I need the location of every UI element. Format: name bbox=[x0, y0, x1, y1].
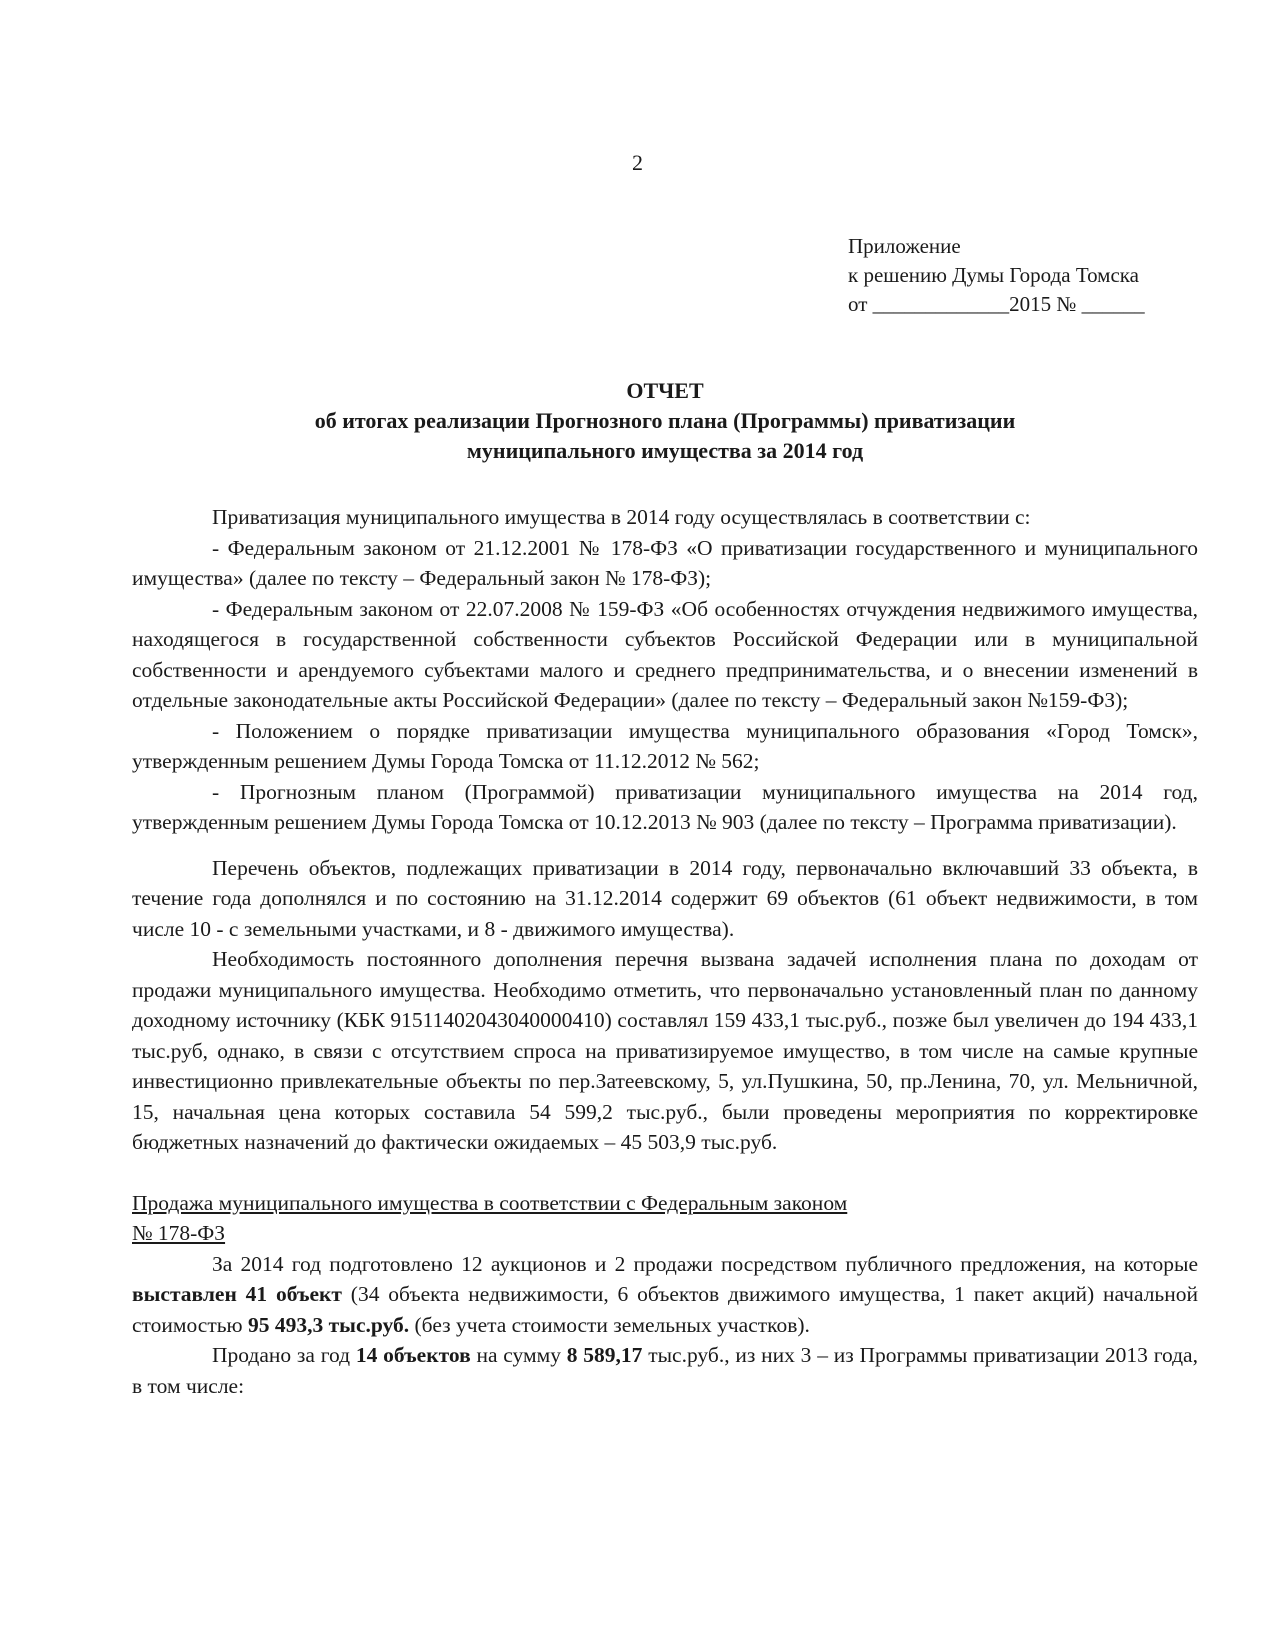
appendix-block bbox=[848, 232, 1145, 319]
auctions-text-3: (без учета стоимости земельных участков). bbox=[409, 1312, 810, 1337]
appendix-line-3: от _____________2015 № ______ bbox=[848, 292, 1145, 316]
intro-paragraph: Приватизация муниципального имущества в 2014 году осуществлялась в соответствии с: bbox=[212, 505, 1031, 529]
section-heading-line-1: Продажа муниципального имущества в соответствии с Федеральным законом bbox=[132, 1190, 848, 1215]
title-line-1: ОТЧЕТ bbox=[626, 378, 704, 403]
auctions-initial-cost: 95 493,3 тыс.руб. bbox=[247, 1312, 410, 1337]
sold-text-2: на сумму bbox=[470, 1343, 567, 1367]
appendix-line-1: Приложение bbox=[848, 234, 961, 258]
auctions-objects-count: выставлен 41 объект bbox=[132, 1282, 342, 1306]
objects-list-paragraph: Перечень объектов, подлежащих приватизации в 2014 году, первоначально включавший 33 объекта, в течение года дополнялся и по состоянию на 31.12.2014 содержит 69 объектов (61 объект недвижимости, в том числе 10 - с земельными участками, и 8 - движимого имущества). bbox=[132, 855, 1198, 941]
sold-text-1: Продано за год bbox=[212, 1343, 356, 1367]
appendix-line-2: к решению Думы Города Томска bbox=[848, 263, 1139, 287]
auctions-text-1: За 2014 год подготовлено 12 аукционов и 2 продажи посредством публичного предложения, на которые bbox=[212, 1251, 1198, 1276]
auctions-paragraph bbox=[132, 1249, 1198, 1341]
section-heading-line-2: № 178-ФЗ bbox=[132, 1221, 226, 1245]
title-line-3: муниципального имущества за 2014 год bbox=[466, 438, 864, 463]
law-item-regulation: - Положением о порядке приватизации имущества муниципального образования «Город Томск», утвержденным решением Думы Города Томска от 11.12.2012 № 562; bbox=[132, 718, 1198, 773]
report-title bbox=[132, 376, 1198, 466]
auctions-text-2: (34 объекта недвижимости, 6 объектов движимого имущества, 1 пакет акций) начальной стоимостью bbox=[132, 1282, 1198, 1337]
law-item-159fz: - Федеральным законом от 22.07.2008 № 159-ФЗ «Об особенностях отчуждения недвижимого имущества, находящегося в государственной собственности субъектов Российской Федерации или в муниципальной собственности и арендуемого субъектами малого и среднего предпринимательства, и о внесении изменений в отдельные законодательные акты Российской Федерации» (далее по тексту – Федеральный закон №159-ФЗ); bbox=[132, 596, 1198, 712]
page-number: 2 bbox=[632, 150, 643, 175]
section-heading bbox=[132, 1188, 1198, 1249]
document-body bbox=[132, 502, 1198, 1401]
necessity-paragraph: Необходимость постоянного дополнения перечня вызвана задачей исполнения плана по доходам от продажи муниципального имущества. Необходимо отметить, что первоначально установленный план по данному доходному источнику (КБК 91511402043040000410) составлял 159 433,1 тыс.руб., позже был увеличен до 194 433,1 тыс.руб, однако, в связи с отсутствием спроса на приватизируемое имущество, в том числе на самые крупные инвестиционно привлекательные объекты по пер.Затеевскому, 5, ул.Пушкина, 50, пр.Ленина, 70, ул. Мельничной, 15, начальная цена которых составила 54 599,2 тыс.руб., были проведены мероприятия по корректировке бюджетных назначений до фактически ожидаемых – 45 503,9 тыс.руб. bbox=[132, 947, 1198, 1154]
sold-paragraph bbox=[132, 1340, 1198, 1401]
law-item-forecast-plan: - Прогнозным планом (Программой) приватизации муниципального имущества на 2014 год, утвержденным решением Думы Города Томска от 10.12.2013 № 903 (далее по тексту – Программа приватизации). bbox=[132, 779, 1198, 834]
sold-amount: 8 589,17 bbox=[566, 1343, 643, 1367]
law-item-178fz: - Федеральным законом от 21.12.2001 № 178-ФЗ «О приватизации государственного и муниципального имущества» (далее по тексту – Федеральный закон № 178-ФЗ); bbox=[132, 535, 1198, 590]
title-line-2: об итогах реализации Прогнозного плана (Программы) приватизации bbox=[314, 408, 1016, 433]
sold-text-3: тыс.руб., из них 3 – из Программы приватизации 2013 года, в том числе: bbox=[132, 1343, 1198, 1398]
sold-objects-count: 14 объектов bbox=[355, 1343, 471, 1367]
